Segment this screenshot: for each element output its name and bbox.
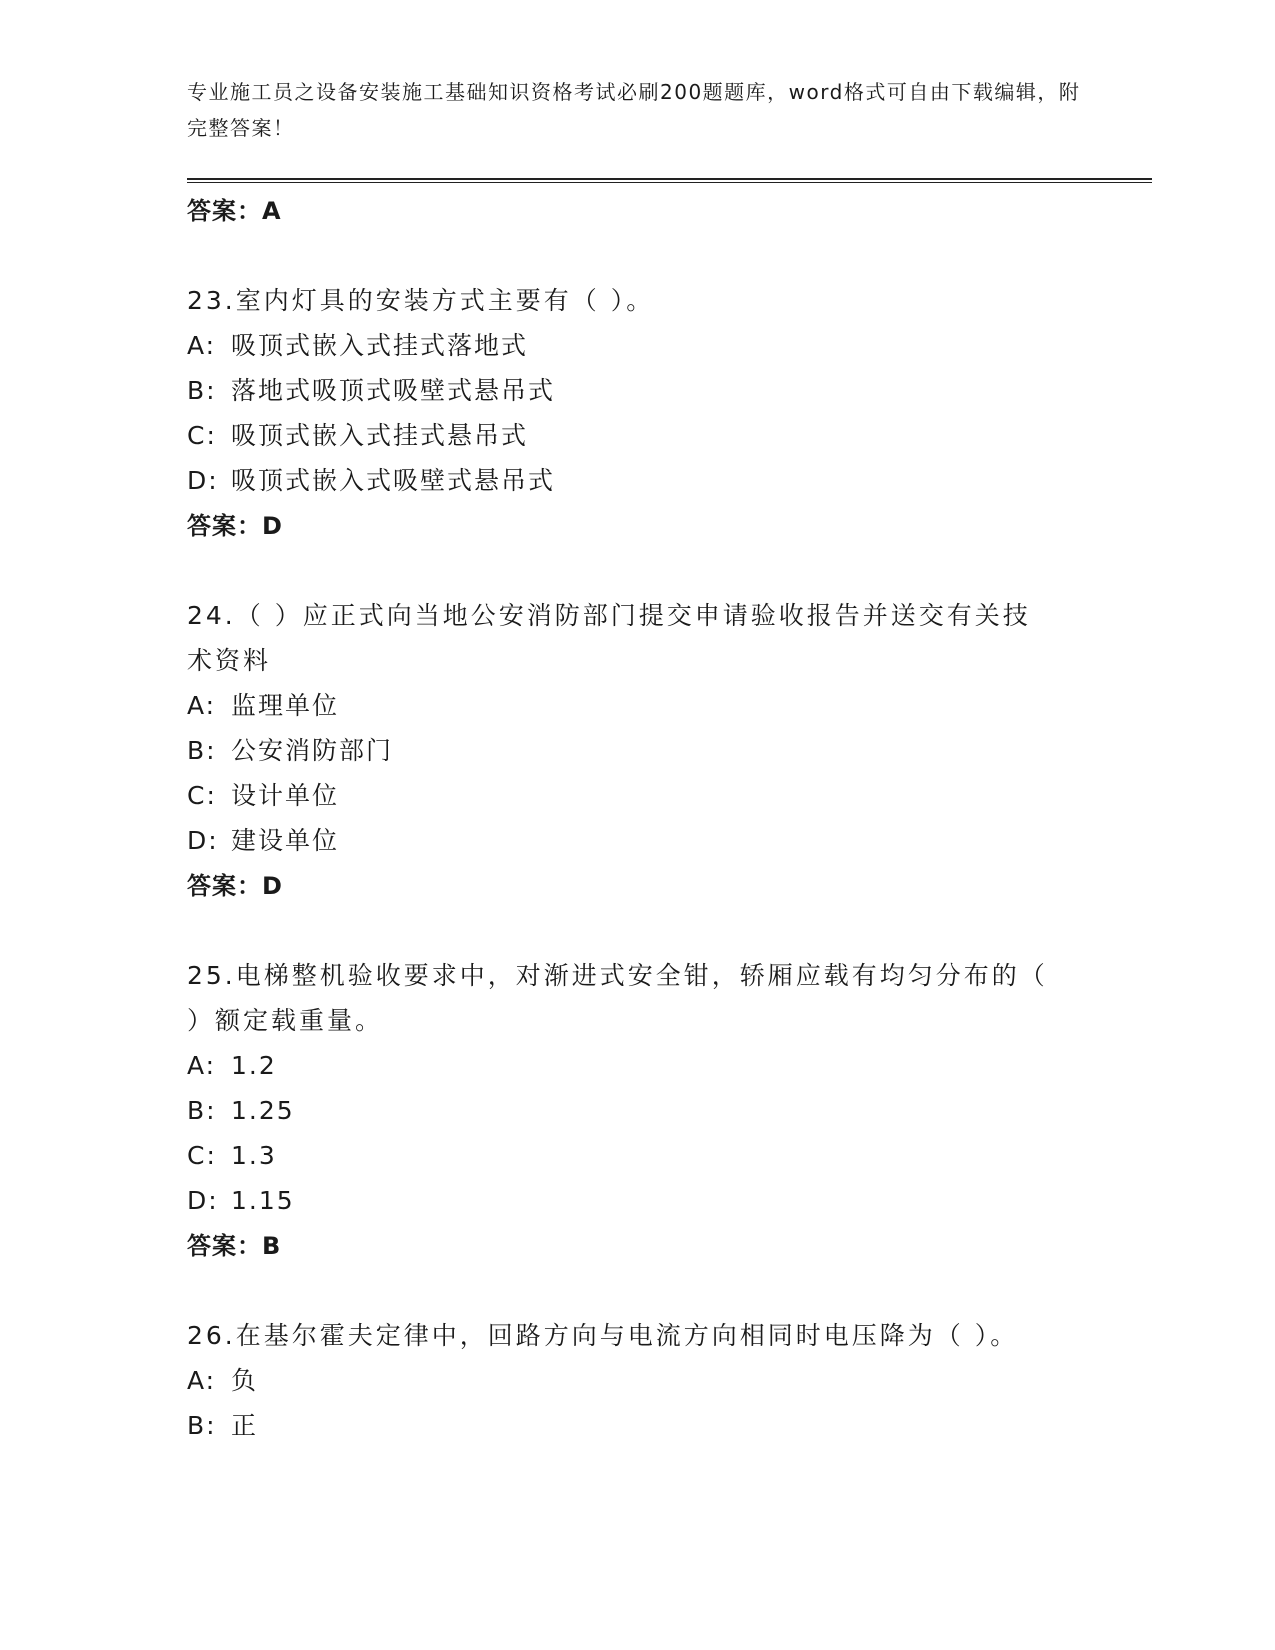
- option-d: [187, 458, 1152, 503]
- question-item: [187, 593, 1152, 909]
- question-item: [187, 1313, 1152, 1448]
- option-text: 公安消防部门: [231, 736, 394, 765]
- option-text: 1.25: [231, 1096, 295, 1125]
- option-a: [187, 323, 1152, 368]
- option-b: [187, 368, 1152, 413]
- option-b: [187, 728, 1152, 773]
- answer-label: 答案：D: [187, 872, 283, 900]
- option-text: 监理单位: [231, 691, 340, 720]
- option-letter: C:: [187, 421, 217, 450]
- option-c: [187, 1133, 1152, 1178]
- option-text: 吸顶式嵌入式吸壁式悬吊式: [231, 466, 556, 495]
- answer-label: 答案：A: [187, 197, 282, 225]
- option-letter: C:: [187, 1141, 217, 1170]
- question-item: [187, 278, 1152, 549]
- option-text: 正: [231, 1411, 259, 1440]
- option-text: 吸顶式嵌入式挂式落地式: [231, 331, 529, 360]
- option-letter: B:: [187, 1411, 217, 1440]
- option-d: [187, 1178, 1152, 1223]
- question-text: 26.在基尔霍夫定律中，回路方向与电流方向相同时电压降为（ ）。: [187, 1321, 1019, 1350]
- option-letter: D:: [187, 1186, 219, 1215]
- option-letter: A:: [187, 1366, 217, 1395]
- header-divider: [187, 178, 1152, 183]
- option-text: 1.15: [231, 1186, 295, 1215]
- option-d: [187, 818, 1152, 863]
- question-list: [187, 188, 1152, 1448]
- option-letter: B:: [187, 376, 217, 405]
- question-item: [187, 953, 1152, 1269]
- option-text: 1.3: [231, 1141, 277, 1170]
- option-text: 负: [231, 1366, 259, 1395]
- option-text: 吸顶式嵌入式挂式悬吊式: [231, 421, 529, 450]
- option-letter: A:: [187, 1051, 217, 1080]
- question-text: 23.室内灯具的安装方式主要有（ ）。: [187, 286, 655, 315]
- document-header-title: 专业施工员之设备安装施工基础知识资格考试必刷200题题库，word格式可自由下载编辑，附完整答案！: [187, 80, 1081, 140]
- option-text: 设计单位: [231, 781, 340, 810]
- option-b: [187, 1088, 1152, 1133]
- option-a: [187, 683, 1152, 728]
- question-text: 25.电梯整机验收要求中，对渐进式安全钳，轿厢应载有均匀分布的（ ）额定载重量。: [187, 961, 1048, 1035]
- option-text: 1.2: [231, 1051, 277, 1080]
- option-a: [187, 1043, 1152, 1088]
- option-letter: C:: [187, 781, 217, 810]
- answer-label: 答案：D: [187, 512, 283, 540]
- option-letter: B:: [187, 736, 217, 765]
- option-letter: B:: [187, 1096, 217, 1125]
- option-text: 落地式吸顶式吸壁式悬吊式: [231, 376, 556, 405]
- option-letter: D:: [187, 826, 219, 855]
- option-text: 建设单位: [231, 826, 340, 855]
- option-b: [187, 1403, 1152, 1448]
- option-letter: A:: [187, 691, 217, 720]
- option-letter: D:: [187, 466, 219, 495]
- option-a: [187, 1358, 1152, 1403]
- option-letter: A:: [187, 331, 217, 360]
- option-c: [187, 773, 1152, 818]
- answer-label: 答案：B: [187, 1232, 282, 1260]
- question-text: 24.（ ）应正式向当地公安消防部门提交申请验收报告并送交有关技术资料: [187, 601, 1031, 675]
- option-c: [187, 413, 1152, 458]
